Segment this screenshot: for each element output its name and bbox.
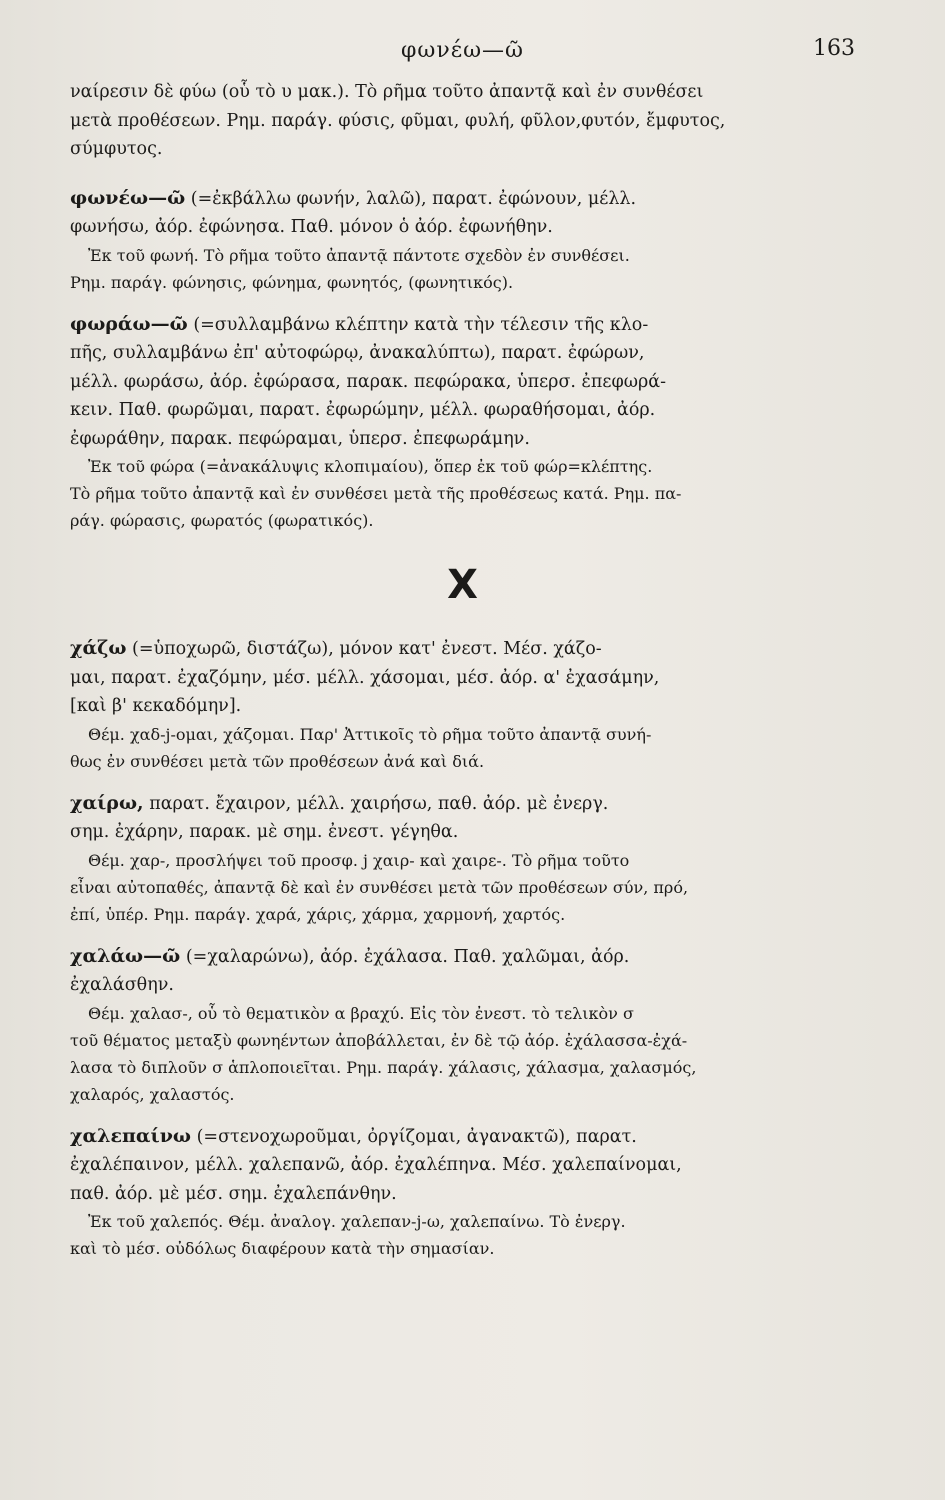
- text-line: (=ὑποχωρῶ, διστάζω), μόνον κατ' ἐνεστ. Μέσ. χάζο-: [132, 639, 602, 659]
- headword: φωνέω—ῶ: [70, 186, 186, 209]
- etymology-line: Θέμ. χαλασ-, οὗ τὸ θεματικὸν α βραχύ. Εἰς τὸν ἐνεστ. τὸ τελικὸν σ: [88, 1003, 634, 1023]
- headword: χαλάω—ῶ: [70, 944, 181, 967]
- etymology-line: Ἐκ τοῦ χαλεπός. Θέμ. ἀναλογ. χαλεπαν-j-ω, χαλεπαίνω. Τὸ ἐνεργ.: [88, 1212, 626, 1231]
- text-line: ναίρεσιν δὲ φύω (οὗ τὸ υ μακ.). Τὸ ρῆμα τοῦτο ἀπαντᾷ καὶ ἐν συνθέσει: [70, 82, 704, 102]
- text-line: κειν. Παθ. φωρῶμαι, παρατ. ἐφωρώμην, μέλλ. φωραθήσομαι, ἀόρ.: [70, 400, 656, 420]
- text-line: παρατ. ἔχαιρον, μέλλ. χαιρήσω, παθ. ἀόρ. μὲ ἐνεργ.: [149, 793, 609, 814]
- text-line: (=στενοχωροῦμαι, ὀργίζομαι, ἀγανακτῶ), παρατ.: [196, 1126, 637, 1147]
- etymology-line: Ρημ. παράγ. φώνησις, φώνημα, φωνητός, (φωνητικός).: [70, 272, 514, 292]
- text-line: ἐφωράθην, παρακ. πεφώραμαι, ὑπερσ. ἐπεφωράμην.: [70, 428, 530, 449]
- text-line: σημ. ἐχάρην, παρακ. μὲ σημ. ἐνεστ. γέγηθα.: [70, 822, 459, 842]
- etymology-line: ἐπί, ὑπέρ. Ρημ. παράγ. χαρά, χάρις, χάρμα, χαρμονή, χαρτός.: [70, 904, 566, 924]
- headword: χάζω: [70, 637, 127, 659]
- entry-first-line: [70, 184, 855, 214]
- text-line: παθ. ἀόρ. μὲ μέσ. σημ. ἐχαλεπάνθην.: [70, 1183, 397, 1204]
- etymology-line: Ἐκ τοῦ φώρα (=ἀνακάλυψις κλοπιμαίου), ὅπερ ἐκ τοῦ φώρ=κλέπτης.: [88, 457, 653, 476]
- etymology-line: εἶναι αὐτοπαθές, ἀπαντᾷ δὲ καὶ ἐν συνθέσει μετὰ τῶν προθέσεων σύν, πρό,: [70, 877, 689, 897]
- text-line: (=ἐκβάλλω φωνήν, λαλῶ), παρατ. ἐφώνουν, μέλλ.: [190, 188, 637, 209]
- entry-phorao: [70, 310, 855, 535]
- entry-first-line: [70, 1122, 855, 1152]
- text-line: ἐχαλάσθην.: [70, 975, 174, 995]
- etymology-line: Θέμ. χαρ-, προσλήψει τοῦ προσφ. j χαιρ- καὶ χαιρε-. Τὸ ρῆμα τοῦτο: [88, 850, 630, 870]
- text-line: (=χαλαρώνω), ἀόρ. ἐχάλασα. Παθ. χαλῶμαι, ἀόρ.: [185, 946, 630, 967]
- etymology-line: θως ἐν συνθέσει μετὰ τῶν προθέσεων ἀνά καὶ διά.: [70, 751, 485, 771]
- page-number: 163: [813, 36, 855, 61]
- entry-chalepaino: [70, 1122, 855, 1263]
- entry-continuation: [70, 78, 855, 164]
- entry-first-line: [70, 789, 855, 819]
- etymology-line: Ἐκ τοῦ φωνή. Τὸ ρῆμα τοῦτο ἀπαντᾷ πάντοτε σχεδὸν ἐν συνθέσει.: [88, 245, 630, 265]
- running-head: [70, 38, 855, 78]
- text-line: πῆς, συλλαμβάνω ἐπ' αὐτοφώρῳ, ἀνακαλύπτω), παρατ. ἐφώρων,: [70, 343, 645, 363]
- etymology-line: τοῦ θέματος μεταξὺ φωνηέντων ἀποβάλλεται, ἐν δὲ τῷ ἀόρ. ἐχάλασσα-ἐχά-: [70, 1030, 688, 1050]
- etymology-line: καὶ τὸ μέσ. οὐδόλως διαφέρουν κατὰ τὴν σημασίαν.: [70, 1239, 495, 1258]
- text-line: φωνήσω, ἀόρ. ἐφώνησα. Παθ. μόνον ὁ ἀόρ. ἐφωνήθην.: [70, 217, 553, 237]
- headword: φωράω—ῶ: [70, 312, 188, 335]
- etymology-line: ράγ. φώρασις, φωρατός (φωρατικός).: [70, 511, 374, 530]
- entry-first-line: [70, 310, 855, 340]
- text-line: σύμφυτος.: [70, 139, 163, 159]
- running-title: φωνέω—ῶ: [401, 38, 524, 63]
- entry-chazo: [70, 634, 855, 775]
- text-line: [καὶ β' κεκαδόμην].: [70, 696, 242, 716]
- entry-phoneo: [70, 184, 855, 296]
- etymology-line: χαλαρός, χαλαστός.: [70, 1084, 235, 1104]
- etymology-line: Θέμ. χαδ-j-ομαι, χάζομαι. Παρ' Ἀττικοῖς τὸ ρῆμα τοῦτο ἀπαντᾷ συνή-: [88, 724, 652, 744]
- text-line: μετὰ προθέσεων. Ρημ. παράγ. φύσις, φῦμαι, φυλή, φῦλον,φυτόν, ἔμφυτος,: [70, 110, 726, 131]
- entry-first-line: [70, 634, 855, 664]
- text-line: μέλλ. φωράσω, ἀόρ. ἐφώρασα, παρακ. πεφώρακα, ὑπερσ. ἐπεφωρά-: [70, 371, 667, 392]
- headword: χαλεπαίνω: [70, 1124, 191, 1147]
- entry-chairo: [70, 789, 855, 928]
- section-letter: Χ: [447, 562, 478, 608]
- entry-first-line: [70, 942, 855, 972]
- text-line: (=συλλαμβάνω κλέπτην κατὰ τὴν τέλεσιν τῆς κλο-: [193, 314, 649, 335]
- etymology-line: λασα τὸ διπλοῦν σ ἁπλοποιεῖται. Ρημ. παράγ. χάλασις, χάλασμα, χαλασμός,: [70, 1057, 697, 1077]
- text-line: μαι, παρατ. ἐχαζόμην, μέσ. μέλλ. χάσομαι, μέσ. ἀόρ. α' ἐχασάμην,: [70, 667, 660, 688]
- text-line: ἐχαλέπαινον, μέλλ. χαλεπανῶ, ἀόρ. ἐχαλέπηνα. Μέσ. χαλεπαίνομαι,: [70, 1155, 682, 1175]
- etymology-line: Τὸ ρῆμα τοῦτο ἀπαντᾷ καὶ ἐν συνθέσει μετὰ τῆς προθέσεως κατά. Ρημ. πα-: [70, 484, 682, 503]
- headword: χαίρω,: [70, 791, 144, 814]
- entry-chalao: [70, 942, 855, 1108]
